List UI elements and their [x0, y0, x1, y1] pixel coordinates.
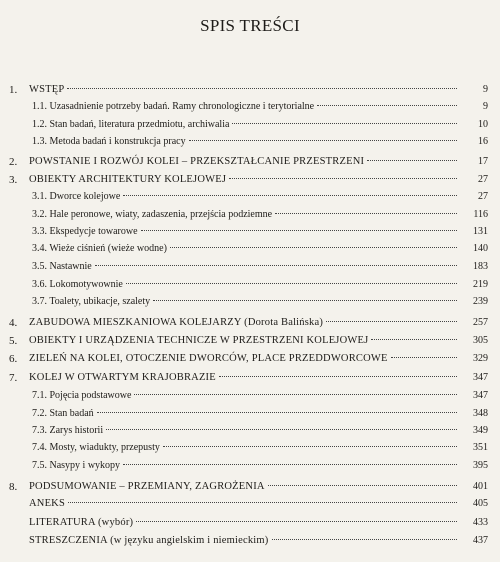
leader-dots	[67, 87, 457, 89]
toc-entry	[9, 174, 460, 190]
leader-dots	[163, 445, 457, 447]
leader-dots	[68, 501, 457, 503]
toc-entry-title: ANEKS	[29, 498, 66, 509]
toc-entry	[32, 243, 460, 259]
toc-entry	[32, 442, 460, 458]
toc-entry	[32, 101, 460, 117]
toc-entry-title: ZABUDOWA MIESZKANIOWA KOLEJARZY (Dorota Balińska)	[29, 317, 324, 328]
toc-entry-title: 7.3. Zarys historii	[32, 425, 104, 436]
leader-dots	[95, 264, 457, 266]
leader-dots	[391, 356, 457, 358]
leader-dots	[97, 411, 457, 413]
toc-entry-page: 9	[483, 101, 488, 112]
toc-entry-title: 3.7. Toalety, ubikacje, szalety	[32, 296, 151, 307]
toc-entry	[32, 279, 460, 295]
toc-entry-page: 401	[473, 481, 488, 492]
toc-entry-page: 347	[473, 390, 488, 401]
toc-entry-page: 131	[473, 226, 488, 237]
leader-dots	[106, 428, 457, 430]
leader-dots	[371, 338, 457, 340]
toc-entry-number: 4.	[9, 317, 18, 329]
toc-entry-page: 9	[483, 84, 488, 95]
toc-entry-title: LITERATURA (wybór)	[29, 517, 134, 528]
toc-entry-title: 7.1. Pojęcia podstawowe	[32, 390, 132, 401]
toc-entry-title: STRESZCZENIA (w języku angielskim i niemieckim)	[29, 535, 269, 546]
toc-entry-page: 27	[478, 191, 488, 202]
toc-entry	[9, 481, 460, 497]
toc-entry-title: POWSTANIE I ROZWÓJ KOLEI – PRZEKSZTAŁCANIE PRZESTRZENI	[29, 156, 365, 167]
toc-entry	[9, 372, 460, 388]
toc-entry-page: 17	[478, 156, 488, 167]
toc-entry	[32, 136, 460, 152]
leader-dots	[275, 212, 457, 214]
toc-entry	[32, 119, 460, 135]
toc-entry-page: 349	[473, 425, 488, 436]
toc-entry	[29, 517, 460, 533]
leader-dots	[123, 194, 457, 196]
leader-dots	[189, 139, 457, 141]
leader-dots	[123, 463, 457, 465]
toc-entry-title: 1.3. Metoda badań i konstrukcja pracy	[32, 136, 186, 147]
toc-entry-page: 183	[473, 261, 488, 272]
toc-entry	[29, 498, 460, 514]
leader-dots	[317, 104, 457, 106]
leader-dots	[141, 229, 457, 231]
toc-entry-page: 437	[473, 535, 488, 546]
toc-entry-page: 257	[473, 317, 488, 328]
toc-entry-page: 305	[473, 335, 488, 346]
toc-entry	[32, 209, 460, 225]
toc-entry-page: 433	[473, 517, 488, 528]
leader-dots	[134, 393, 457, 395]
toc-entry-page: 239	[473, 296, 488, 307]
toc-entry-title: 7.5. Nasypy i wykopy	[32, 460, 121, 471]
toc-entry-title: 3.6. Lokomotywownie	[32, 279, 123, 290]
toc-entry-page: 219	[473, 279, 488, 290]
toc-entry	[32, 390, 460, 406]
toc-entry-page: 329	[473, 353, 488, 364]
toc-entry-title: ZIELEŃ NA KOLEI, OTOCZENIE DWORCÓW, PLACE PRZEDDWORCOWE	[29, 353, 388, 364]
toc-entry-title: 3.2. Hale peronowe, wiaty, zadaszenia, przejścia podziemne	[32, 209, 273, 220]
page-title: SPIS TREŚCI	[200, 16, 300, 35]
toc-entry-number: 6.	[9, 353, 18, 365]
toc-entry-page: 347	[473, 372, 488, 383]
leader-dots	[219, 375, 457, 377]
toc-entry-page: 348	[473, 408, 488, 419]
toc-entry-page: 16	[478, 136, 488, 147]
leader-dots	[232, 122, 457, 124]
toc-entry-page: 116	[473, 209, 488, 220]
toc-entry-page: 405	[473, 498, 488, 509]
toc-entry-page: 10	[478, 119, 488, 130]
toc-entry-title: 1.1. Uzasadnienie potrzeby badań. Ramy chronologiczne i terytorialne	[32, 101, 315, 112]
toc-entry	[29, 535, 460, 551]
toc-entry	[9, 156, 460, 172]
leader-dots	[126, 282, 457, 284]
toc-entry-title: 3.5. Nastawnie	[32, 261, 92, 272]
toc-entry-number: 8.	[9, 481, 18, 493]
toc-entry-number: 2.	[9, 156, 18, 168]
leader-dots	[367, 159, 457, 161]
toc-entry-title: OBIEKTY ARCHITEKTURY KOLEJOWEJ	[29, 174, 227, 185]
toc-entry	[32, 408, 460, 424]
leader-dots	[229, 177, 457, 179]
toc-entry-number: 3.	[9, 174, 18, 186]
toc-entry-title: 7.4. Mosty, wiadukty, przepusty	[32, 442, 160, 453]
toc-entry-page: 351	[473, 442, 488, 453]
toc-entry-number: 7.	[9, 372, 18, 384]
leader-dots	[272, 538, 458, 540]
leader-dots	[153, 299, 457, 301]
toc-entry-title: OBIEKTY I URZĄDZENIA TECHNICZE W PRZESTRZENI KOLEJOWEJ	[29, 335, 369, 346]
toc-entry-page: 140	[473, 243, 488, 254]
toc-entry-number: 5.	[9, 335, 18, 347]
leader-dots	[326, 320, 457, 322]
toc-entry	[32, 261, 460, 277]
toc-entry-title: 3.1. Dworce kolejowe	[32, 191, 121, 202]
toc-entry-title: 1.2. Stan badań, literatura przedmiotu, archiwalia	[32, 119, 230, 130]
toc-entry-title: 3.4. Wieże ciśnień (wieże wodne)	[32, 243, 167, 254]
toc-entry	[32, 296, 460, 312]
toc-entry	[32, 425, 460, 441]
leader-dots	[268, 484, 457, 486]
toc-entry	[32, 460, 460, 476]
toc-entry-title: PODSUMOWANIE – PRZEMIANY, ZAGROŻENIA	[29, 481, 265, 492]
toc-entry	[9, 84, 460, 100]
toc-entry-title: KOLEJ W OTWARTYM KRAJOBRAZIE	[29, 372, 216, 383]
toc-entry	[32, 226, 460, 242]
toc-entry-title: 7.2. Stan badań	[32, 408, 94, 419]
toc-entry	[9, 317, 460, 333]
leader-dots	[170, 246, 457, 248]
toc-entry-title: 3.3. Ekspedycje towarowe	[32, 226, 138, 237]
toc-entry	[9, 335, 460, 351]
toc-entry	[32, 191, 460, 207]
toc-entry	[9, 353, 460, 369]
toc-entry-title: WSTĘP	[29, 84, 65, 95]
leader-dots	[136, 520, 457, 522]
toc-entry-page: 27	[478, 174, 488, 185]
toc-entry-number: 1.	[9, 84, 18, 96]
toc-entry-page: 395	[473, 460, 488, 471]
